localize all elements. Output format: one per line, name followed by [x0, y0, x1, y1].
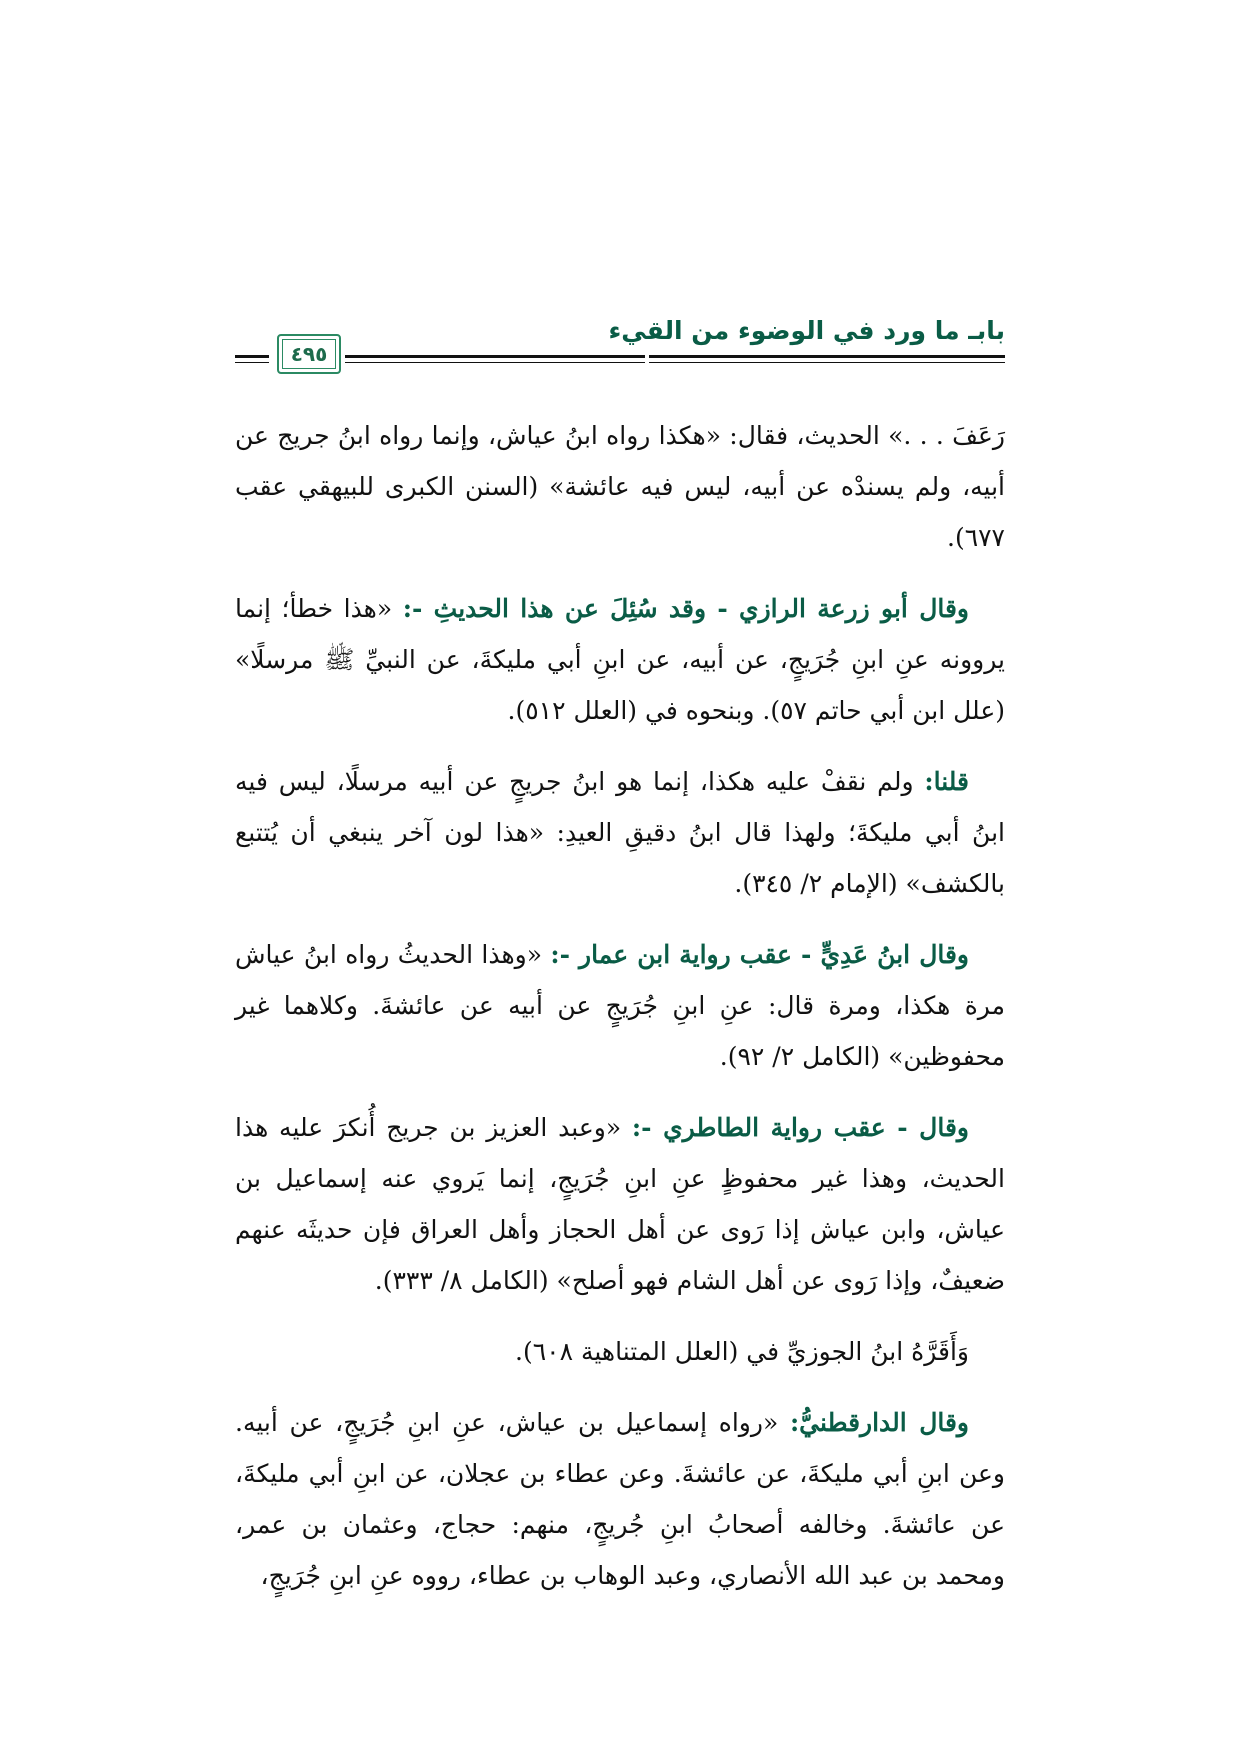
paragraph-text: رَعَفَ . . .» الحديث، فقال: «هكذا رواه ابنُ عياش، وإنما رواه ابنُ جريج عن أبيه، ولم يسندْه عن أبيه، ليس فيه عائشة» (السنن الكبرى للبيهقي عقب ٦٧٧).	[235, 421, 1005, 552]
paragraph-text: «وهذا الحديثُ رواه ابنُ عياش مرة هكذا، ومرة قال: عنِ ابنِ جُرَيجٍ عن أبيه عن عائشةَ. وكلاهما غير محفوظين» (الكامل ٢/ ٩٢).	[235, 940, 1005, 1071]
paragraph-lead: وقال الدارقطنيُّ:	[789, 1408, 969, 1437]
header-rule-left-thin	[235, 362, 269, 363]
page-number: ٤٩٥	[290, 342, 328, 366]
header-rule-middle-thick	[345, 355, 645, 358]
paragraph-lead: قلنا:	[924, 767, 969, 796]
paragraph-3	[235, 756, 1005, 909]
paragraph-text: «هذا خطأ؛ إنما يروونه عنِ ابنِ جُرَيجٍ، عن أبيه، عن ابنِ أبي مليكةَ، عن النبيِّ ﷺ مرسلًا» (علل ابن أبي حاتم ٥٧). وبنحوه في (العلل ٥١٢).	[235, 594, 1005, 725]
paragraph-lead: وقال أبو زرعة الرازي - وقد سُئِلَ عن هذا الحديثِ -:	[402, 594, 970, 623]
paragraph-lead: وقال - عقب رواية الطاطري -:	[631, 1113, 969, 1142]
paragraph-6	[235, 1326, 1005, 1377]
paragraph-4	[235, 929, 1005, 1082]
header-rule-middle-thin	[345, 362, 645, 363]
paragraph-text: «وعبد العزيز بن جريج أُنكرَ عليه هذا الحديث، وهذا غير محفوظٍ عنِ ابنِ جُرَيجٍ، إنما يَروي عنه إسماعيل بن عياش، وابن عياش إذا رَوى عن أهل الحجاز وأهل العراق فإن حديثَه عنهم ضعيفٌ، وإذا رَوى عن أهل الشام فهو أصلح» (الكامل ٨/ ٣٣٣).	[235, 1113, 1005, 1295]
paragraph-lead: وقال ابنُ عَدِيٍّ - عقب رواية ابن عمار -:	[550, 940, 969, 969]
header-rule-left-thick	[235, 355, 269, 358]
page-number-badge	[277, 334, 341, 374]
paragraph-5	[235, 1102, 1005, 1306]
page-body	[235, 410, 1005, 1621]
paragraph-2	[235, 583, 1005, 736]
paragraph-7	[235, 1397, 1005, 1601]
paragraph-text: «رواه إسماعيل بن عياش، عنِ ابنِ جُرَيجٍ، عن أبيه. وعن ابنِ أبي مليكةَ، عن عائشةَ. وعن عطاء بن عجلان، عن ابنِ أبي مليكةَ، عن عائشةَ. وخالفه أصحابُ ابنِ جُريجٍ، منهم: حجاج، وعثمان بن عمر، ومحمد بن عبد الله الأنصاري، وعبد الوهاب بن عطاء، رووه عنِ ابنِ جُرَيجٍ،	[235, 1408, 1005, 1590]
chapter-title: بابـ ما ورد في الوضوء من القيء	[608, 316, 1005, 345]
header-rule-thin	[649, 362, 1005, 363]
paragraph-1	[235, 410, 1005, 563]
page-header	[235, 310, 1005, 370]
header-rule-thick	[649, 355, 1005, 358]
paragraph-text: ولم نقفْ عليه هكذا، إنما هو ابنُ جريجٍ عن أبيه مرسلًا، ليس فيه ابنُ أبي مليكةَ؛ ولهذا قال ابنُ دقيقِ العيدِ: «هذا لون آخر ينبغي أن يُتتبع بالكشف» (الإمام ٢/ ٣٤٥).	[235, 767, 1005, 898]
paragraph-text: وَأَقَرَّهُ ابنُ الجوزيِّ في (العلل المتناهية ٦٠٨).	[515, 1337, 969, 1366]
